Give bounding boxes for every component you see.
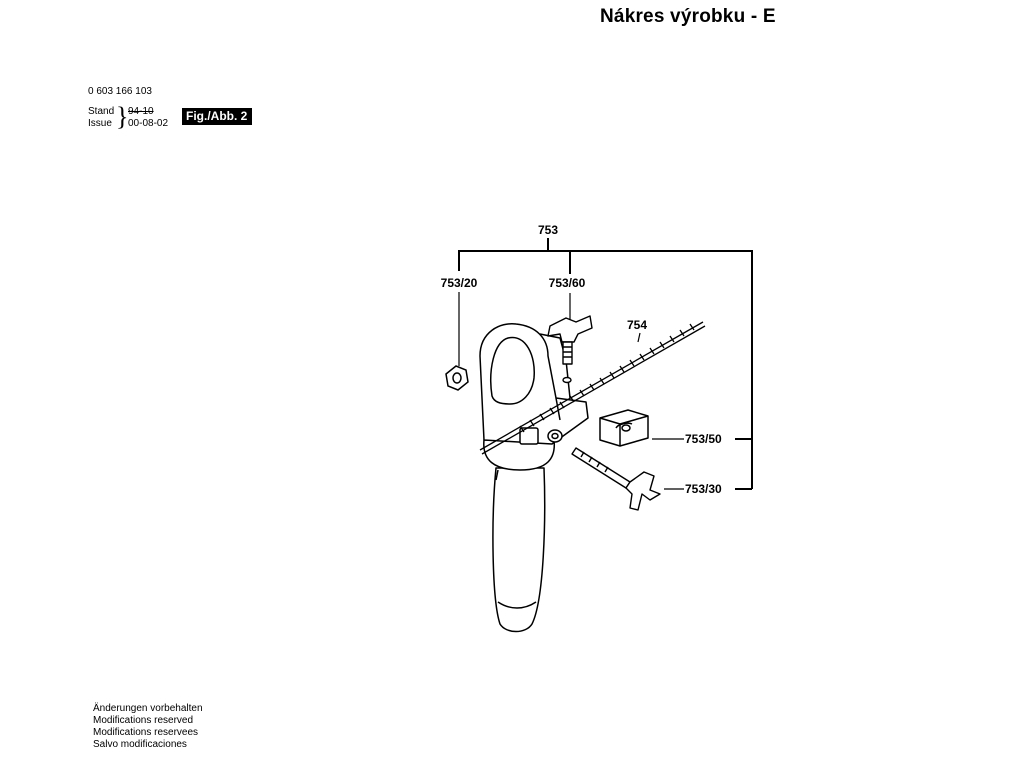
disclaimer-line: Änderungen vorbehalten (93, 703, 203, 714)
disclaimer-line: Modifications reservees (93, 727, 199, 738)
stand-value: 94-10 (128, 106, 154, 117)
clamp-bolt-icon (572, 448, 660, 510)
callout-753-30: 753/30 (685, 482, 722, 496)
footer-disclaimer (93, 703, 203, 751)
callout-753-50: 753/50 (685, 432, 722, 446)
nut-icon (446, 366, 468, 390)
issue-label: Issue (88, 118, 112, 129)
part-number: 0 603 166 103 (88, 86, 152, 97)
brace-icon: } (116, 102, 129, 131)
disclaimer-line: Salvo modificaciones (93, 739, 187, 750)
callout-753-20: 753/20 (440, 276, 478, 290)
stand-label: Stand (88, 106, 115, 117)
page-title: Nákres výrobku - E (600, 6, 776, 27)
figure-badge: Fig./Abb. 2 (182, 108, 252, 125)
callout-753: 753 (537, 223, 559, 237)
handle-icon (484, 440, 555, 632)
wing-screw-icon (548, 316, 592, 383)
callout-754: 754 (626, 318, 648, 332)
issue-value: 00-08-02 (128, 118, 169, 129)
disclaimer-line: Modifications reserved (93, 715, 194, 726)
callout-753-60: 753/60 (548, 276, 586, 290)
clamp-block-icon (600, 410, 648, 446)
